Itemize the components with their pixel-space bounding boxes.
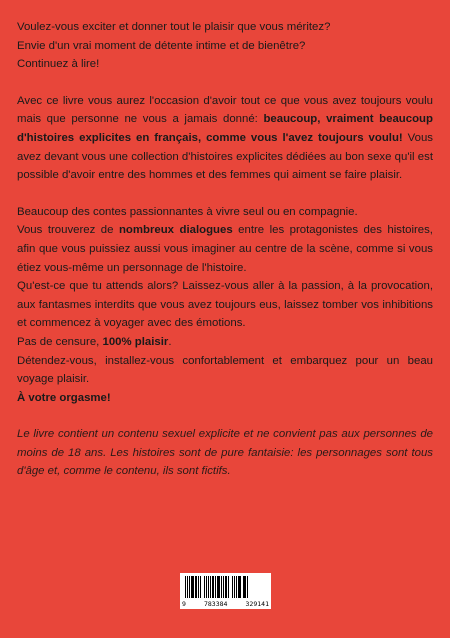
- barcode-digits: [182, 600, 269, 608]
- closing-bold: À votre orgasme!: [17, 391, 111, 404]
- dialogues-post: entre les protagonistes des histoires, afin que vous puissiez aussi vous imaginer au centre de la scène, comme si vous étiez vous-même un personnage de l'histoire.: [17, 224, 433, 274]
- censure-pre: Pas de censure,: [17, 335, 103, 348]
- back-cover-text: [17, 18, 433, 481]
- description-text-b: Vous avez devant vous une collection d'histoires explicites dédiées au bon sexe qu'il est possible d'avoir entre des hommes et des femmes qui aiment se faire plaisir.: [17, 131, 434, 182]
- intro-line-3: Continuez à lire!: [17, 58, 100, 71]
- intro-line-2: Envie d'un vrai moment de détente intime et de bienêtre?: [17, 39, 306, 52]
- disclaimer-note: Le livre contient un contenu sexuel explicite et ne convient pas aux personnes de moins de 18 ans. Les histoires sont de pure fantaisie: les personnages sont tous d'âge et, comme le contenu, ils sont fictifs.: [17, 428, 433, 478]
- description-text-a: Avec ce livre vous aurez l'occasion d'avoir tout ce que vous avez toujours voulu mais que personne ne vous a jamais donné:: [17, 94, 433, 126]
- isbn-barcode: [180, 573, 271, 609]
- closing-line: [17, 389, 433, 408]
- description-bold-highlight: beaucoup, vraiment beaucoup d'histoires explicites en français, comme vous l'avez toujours voulu!: [17, 113, 433, 144]
- barcode-stripe: [248, 576, 249, 598]
- invitation-line: Qu'est-ce que tu attends alors? Laissez-vous aller à la passion, à la provocation, aux fantasmes interdits que vous avez toujours eus, laissez tomber vos inhibitions et commencez à voyager avec des émotions.: [17, 280, 433, 330]
- censure-line: [17, 333, 433, 352]
- description-paragraph: [17, 92, 433, 185]
- dialogues-bold: nombreux dialogues: [118, 224, 233, 237]
- dialogues-pre: Vous trouverez de: [17, 224, 119, 237]
- stories-line: Beaucoup des contes passionnantes à vivre seul ou en compagnie.: [17, 205, 358, 218]
- dialogues-line: [17, 221, 433, 277]
- barcode-bars: [185, 576, 266, 598]
- censure-post: .: [168, 335, 172, 348]
- censure-bold: 100% plaisir: [102, 335, 169, 348]
- intro-block: [17, 18, 433, 74]
- relax-line: Détendez-vous, installez-vous confortablement et embarquez pour un beau voyage plaisir.: [17, 354, 433, 386]
- barcode-group-2: 329141: [245, 600, 269, 608]
- barcode-group-1: 783384: [203, 600, 228, 608]
- barcode-digit-first: 9: [182, 600, 186, 608]
- intro-line-1: Voulez-vous exciter et donner tout le plaisir que vous méritez?: [17, 21, 331, 33]
